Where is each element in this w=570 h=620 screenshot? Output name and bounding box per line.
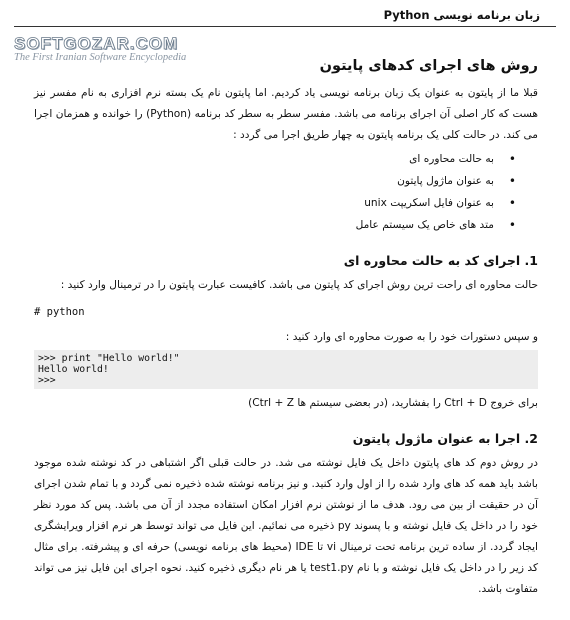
subsection-title-interactive: 1. اجرای کد به حالت محاوره ای [343,253,538,268]
watermark-title: SOFTGOZAR.COM [14,34,179,53]
code-block: >>> print "Hello world!" Hello world! >>> [34,350,538,389]
watermark-subtitle: The First Iranian Software Encyclopedia [14,52,187,63]
page-content [34,56,538,600]
list-item: • به حالت محاوره ای [34,148,516,170]
running-header: زبان برنامه نویسی Python [383,8,540,22]
list-item: • به عنوان ماژول پایتون [34,170,516,192]
python-command: # python [34,306,85,318]
interactive-paragraph: حالت محاوره ای راحت ترین روش اجرای کد پایتون می باشد. کافیست عبارت پایتون را در ترمینال وارد کنید : [60,279,538,291]
exit-instruction: برای خروج Ctrl + D را بفشارید، (در بعضی سیستم ها Ctrl + Z) [248,397,538,409]
list-item: • به عنوان فایل اسکریپت unix [34,192,516,214]
interactive-instruction: و سپس دستورات خود را به صورت محاوره ای وارد کنید : [285,331,538,343]
module-paragraph: در روش دوم کد های پایتون داخل یک فایل نوشته می شد. در حالت قبلی اگر اشتباهی در کد نوشته شده موجود باشد باید همه کد های وارد شده را از اول وارد کنید. و نیز برنامه نوشته شده ذخیره نمی گردد و با تمام شدن اجرای آن در حقیقت از بین می رود. هدف ما از نوشتن نرم افزار امکان استفاده مجدد از آن می باشد. پس کد مورد نظر خود را در داخل یک فایل نوشته و با پسوند py ذخیره می نمائیم. این فایل می تواند توسط هر نرم افزار ویرایشگری ایجاد گردد. از ساده ترین برنامه تحت ترمینال vi تا IDE (محیط های برنامه نویسی) حرفه ای و پیشرفته. برای مثال کد زیر را در داخل یک فایل نوشته و با نام test1.py یا هر نام دیگری ذخیره کنید. نحوه اجرای این فایل نیز می تواند متفاوت باشد. [34,457,539,595]
header-rule [14,26,556,27]
subsection-title-module: 2. اجرا به عنوان ماژول پایتون [352,431,538,446]
list-item: • متد های خاص یک سیستم عامل [34,214,516,236]
execution-methods-list [34,148,516,236]
intro-paragraph: قبلا ما از پایتون به عنوان یک زبان برنامه نویسی یاد کردیم. اما پایتون نام یک بسته نرم افزاری به نام مفسر نیز هست که کار اصلی آن اجرای برنامه می باشد. مفسر سطر به سطر کد برنامه (Python) را خوانده و همزمان اجرا می کند. در حالت کلی یک برنامه پایتون به چهار طریق اجرا می گردد : [34,87,538,141]
section-title: روش های اجرای کدهای پایتون [319,58,538,74]
